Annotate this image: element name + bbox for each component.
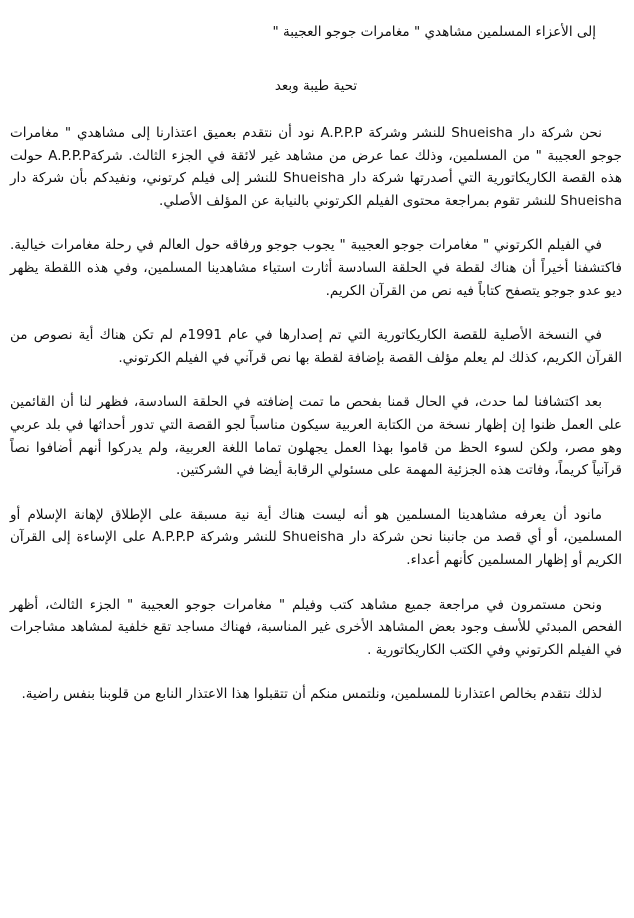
- letter-salutation: إلى الأعزاء المسلمين مشاهدي " مغامرات جوجو العجيبة ": [272, 24, 596, 40]
- paragraph-story-scene: في الفيلم الكرتوني " مغامرات جوجو العجيبة " يجوب جوجو ورفاقه حول العالم في رحلة مغامرات خيالية. فاكتشفنا أخيراً أن هناك لقطة في الحلقة السادسة أثارت استياء مشاهدينا المسلمين، وفي هذه اللقطة يظهر ديو عدو جوجو يتصفح كتاباً فيه نص من القرآن الكريم.: [10, 237, 622, 299]
- paragraph-investigation: بعد اكتشافنا لما حدث، في الحال قمنا بفحص ما تمت إضافته في الحلقة السادسة، فظهر لنا أن القائمين على العمل ظنوا إن إظهار نسخة من الكتابة العربية سيكون مناسباً لجو القصة التي تدور أحداثها في بلد عربي وهو مصر، ولكن لسوء الحظ من قاموا بهذا العمل يجهلون تماما اللغة العربية، ولم يدركوا أنهم أضافوا نصاً قرآنياً كريماً، وفاتت هذه الجزئية المهمة على مسئولي الرقابة أيضا في الشركتين.: [10, 394, 622, 479]
- paragraph-original-version: في النسخة الأصلية للقصة الكاريكاتورية التي تم إصدارها في عام 1991م لم تكن هناك أية نصوص من القرآن الكريم، كذلك لم يعلم مؤلف القصة بإضافة لقطة بها نص قرآني في الفيلم الكرتوني.: [10, 327, 622, 366]
- letter-greeting: تحية طيبة وبعد: [274, 78, 358, 94]
- paragraph-no-intent: مانود أن يعرفه مشاهدينا المسلمين هو أنه ليست هناك أية نية مسبقة على الإطلاق لإهانة الإسلام أو المسلمين، أو أي قصد من جانبنا نحن شركة دار Shueisha للنشر وشركة A.P.P.P على الإساءة إلى القرآن الكريم أو إظهار المسلمين كأنهم أعداء.: [10, 506, 622, 568]
- paragraph-ongoing-review: ونحن مستمرون في مراجعة جميع مشاهد كتب وفيلم " مغامرات جوجو العجيبة " الجزء الثالث، أظهر الفحص المبدئي للأسف وجود بعض المشاهد الأخرى غير المناسبة، فهناك مساجد تقع خلفية لمشاهد مشاجرات في الفيلم الكرتوني وفي الكتب الكاريكاتورية .: [10, 596, 622, 658]
- paragraph-closing-apology: لذلك نتقدم بخالص اعتذارنا للمسلمين، ونلتمس منكم أن تتقبلوا هذا الاعتذار النابع من قلوبنا بنفس راضية.: [21, 686, 602, 703]
- paragraph-apology-intro: نحن شركة دار Shueisha للنشر وشركة A.P.P.P نود أن نتقدم بعميق اعتذارنا إلى مشاهدي " مغامرات جوجو العجيبة " من المسلمين، وذلك عما عرض من مشاهد غير لائقة في الجزء الثالث. شركةA.P.P.P حولت هذه القصة الكاريكاتورية التي أصدرتها شركة دار Shueisha للنشر إلى فيلم كرتوني، ونفيدكم بأن شركة دار Shueisha للنشر تقوم بمراجعة محتوى الفيلم الكرتوني بالنيابة عن المؤلف الأصلي.: [10, 125, 623, 209]
